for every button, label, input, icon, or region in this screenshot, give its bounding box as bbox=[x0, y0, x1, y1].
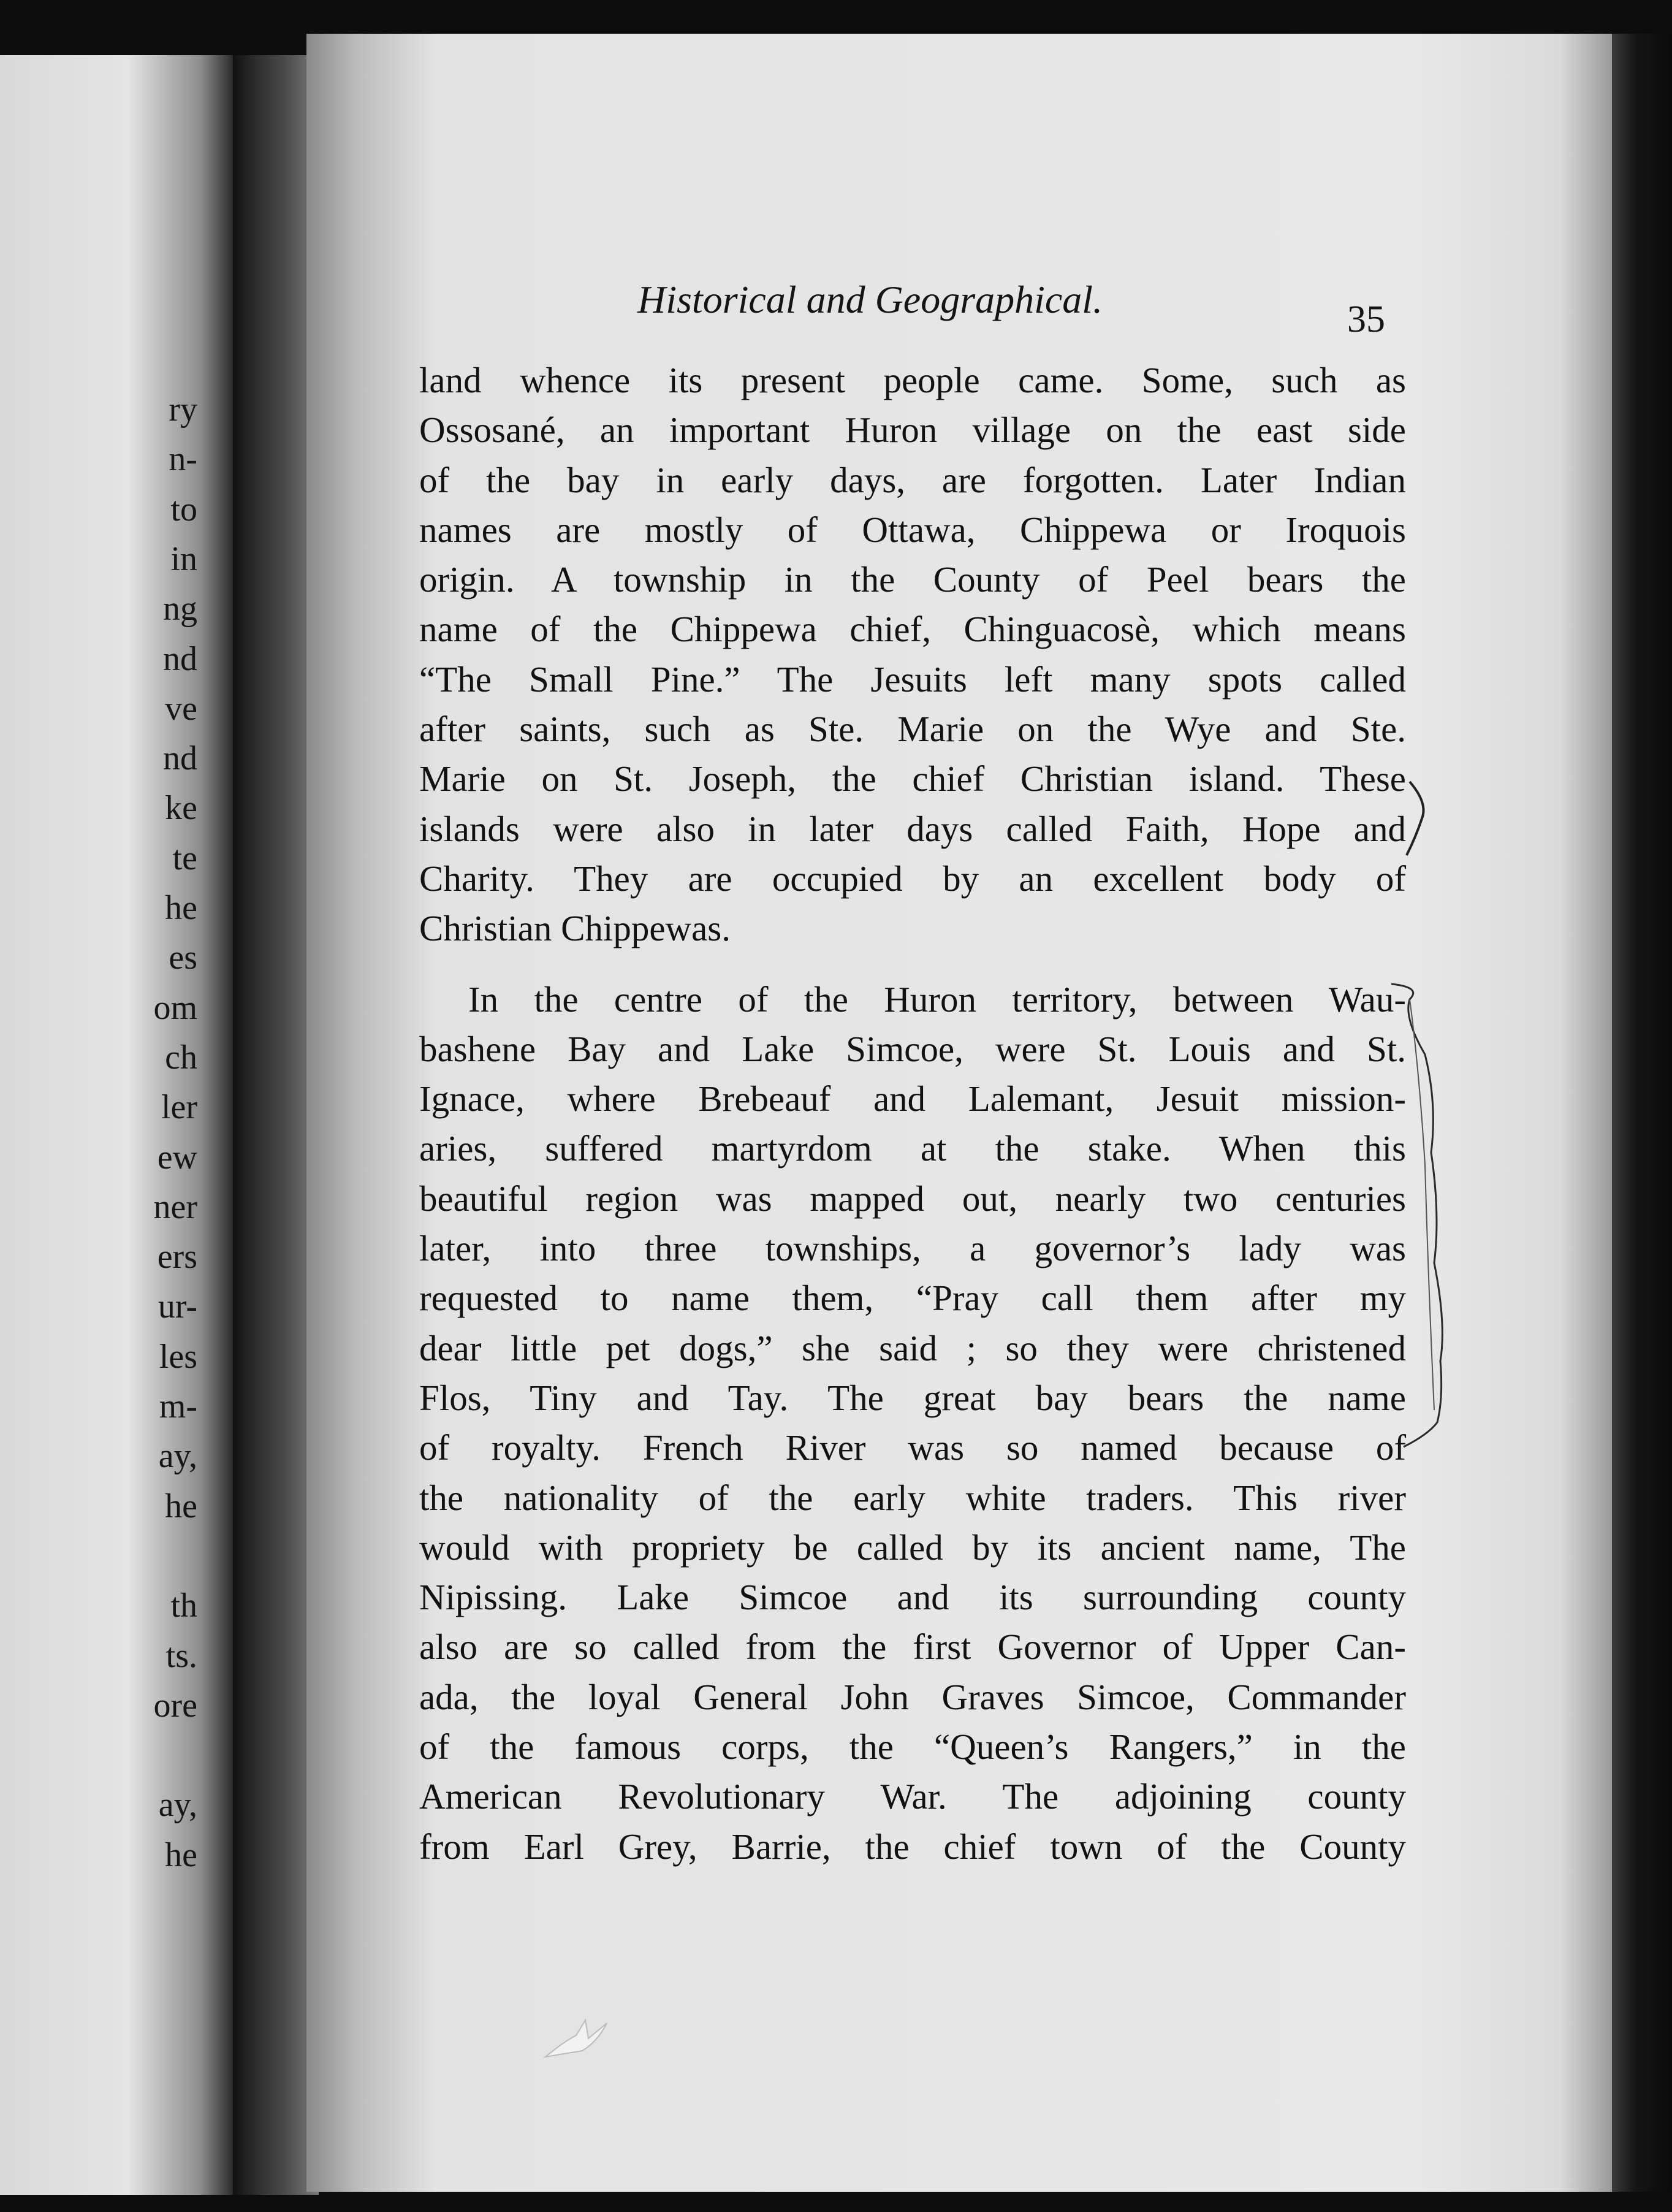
facing-page-fragment: ng bbox=[163, 590, 197, 628]
text-line: from Earl Grey, Barrie, the chief town of the County bbox=[419, 1826, 1406, 1867]
margin-bracket-mark bbox=[1404, 779, 1453, 858]
text-line: Nipissing. Lake Simcoe and its surrounding county bbox=[419, 1577, 1406, 1618]
text-line: “The Small Pine.” The Jesuits left many spots called bbox=[419, 658, 1406, 700]
text-line: later, into three townships, a governor’s lady was bbox=[419, 1228, 1406, 1269]
facing-page-fragment: to bbox=[170, 490, 197, 528]
text-line: after saints, such as Ste. Marie on the Wye and Ste. bbox=[419, 709, 1406, 750]
text-line: In the centre of the Huron territory, between Wau- bbox=[468, 978, 1406, 1020]
facing-page-fragment: ry bbox=[169, 391, 197, 429]
text-line: islands were also in later days called Faith, Hope and bbox=[419, 808, 1406, 849]
facing-page-fragment: ers bbox=[157, 1238, 197, 1276]
facing-page-fragment: es bbox=[169, 939, 197, 977]
facing-page-fragment: les bbox=[159, 1337, 197, 1376]
page-number: 35 bbox=[1347, 299, 1385, 340]
text-line: dear little pet dogs,” she said ; so they were christened bbox=[419, 1327, 1406, 1368]
facing-page-fragment: ner bbox=[153, 1188, 197, 1226]
facing-page-fragment: nd bbox=[163, 739, 197, 778]
facing-page bbox=[0, 55, 233, 2195]
facing-page-fragment: th bbox=[170, 1587, 197, 1625]
facing-page-fragment: ler bbox=[161, 1088, 197, 1127]
text-line: requested to name them, “Pray call them after my bbox=[419, 1278, 1406, 1319]
facing-page-fragment: te bbox=[172, 839, 197, 877]
text-line: American Revolutionary War. The adjoining county bbox=[419, 1776, 1406, 1817]
facing-page-fragment: ay, bbox=[158, 1437, 197, 1476]
facing-page-fragment: ay, bbox=[158, 1786, 197, 1825]
facing-page-fragment: ur- bbox=[158, 1287, 197, 1326]
facing-page-fragment: ke bbox=[165, 789, 197, 828]
text-line: of the bay in early days, are forgotten. Later Indian bbox=[419, 459, 1406, 500]
facing-page-fragment: ts. bbox=[165, 1636, 197, 1675]
text-line: name of the Chippewa chief, Chinguacosè, which means bbox=[419, 609, 1406, 650]
paragraph-2 bbox=[419, 975, 1406, 1872]
facing-page-fragment: he bbox=[165, 1836, 197, 1874]
facing-page-fragment: nd bbox=[163, 639, 197, 678]
text-line: Christian Chippewas. bbox=[419, 908, 731, 949]
text-line: Marie on St. Joseph, the chief Christian island. These bbox=[419, 758, 1406, 799]
margin-line-mark bbox=[1367, 981, 1453, 1459]
text-line: Flos, Tiny and Tay. The great bay bears the name bbox=[419, 1377, 1406, 1418]
book-gutter bbox=[233, 55, 319, 2195]
facing-page-fragment: ew bbox=[157, 1138, 197, 1177]
text-line: Ossosané, an important Huron village on the east side bbox=[419, 410, 1406, 451]
facing-page-fragment: ore bbox=[153, 1686, 197, 1725]
facing-page-fragment: he bbox=[165, 1487, 197, 1525]
paragraph-1 bbox=[419, 356, 1406, 954]
text-line: land whence its present people came. Some, such as bbox=[419, 360, 1406, 400]
text-line: also are so called from the first Governor of Upper Can- bbox=[419, 1627, 1406, 1668]
text-line: aries, suffered martyrdom at the stake. When this bbox=[419, 1128, 1406, 1169]
text-line: names are mostly of Ottawa, Chippewa or Iroquois bbox=[419, 509, 1406, 550]
text-line: the nationality of the early white traders. This river bbox=[419, 1477, 1406, 1518]
text-line: of the famous corps, the “Queen’s Rangers,” in the bbox=[419, 1726, 1406, 1768]
facing-page-fragment: ch bbox=[165, 1038, 197, 1077]
facing-page-fragment: he bbox=[165, 889, 197, 927]
text-line: of royalty. French River was so named because of bbox=[419, 1427, 1406, 1468]
text-line: origin. A township in the County of Peel bears the bbox=[419, 559, 1406, 600]
text-line: beautiful region was mapped out, nearly two centuries bbox=[419, 1178, 1406, 1219]
text-line: Ignace, where Brebeauf and Lalemant, Jesuit mission- bbox=[419, 1078, 1406, 1119]
running-head: Historical and Geographical. bbox=[637, 278, 1103, 321]
facing-page-fragment: n- bbox=[169, 440, 197, 479]
facing-page-fragment: m- bbox=[159, 1387, 197, 1425]
body-text bbox=[419, 356, 1406, 1872]
text-line: bashene Bay and Lake Simcoe, were St. Louis and St. bbox=[419, 1028, 1406, 1069]
text-line: ada, the loyal General John Graves Simcoe, Commander bbox=[419, 1676, 1406, 1717]
facing-page-fragment: ve bbox=[165, 689, 197, 728]
facing-page-fragment: in bbox=[170, 540, 197, 578]
stray-mark bbox=[539, 1999, 625, 2066]
page-edge bbox=[1612, 34, 1672, 2192]
facing-page-fragment: om bbox=[153, 988, 197, 1027]
text-line: would with propriety be called by its ancient name, The bbox=[419, 1527, 1406, 1568]
text-line: Charity. They are occupied by an excellent body of bbox=[419, 858, 1406, 899]
